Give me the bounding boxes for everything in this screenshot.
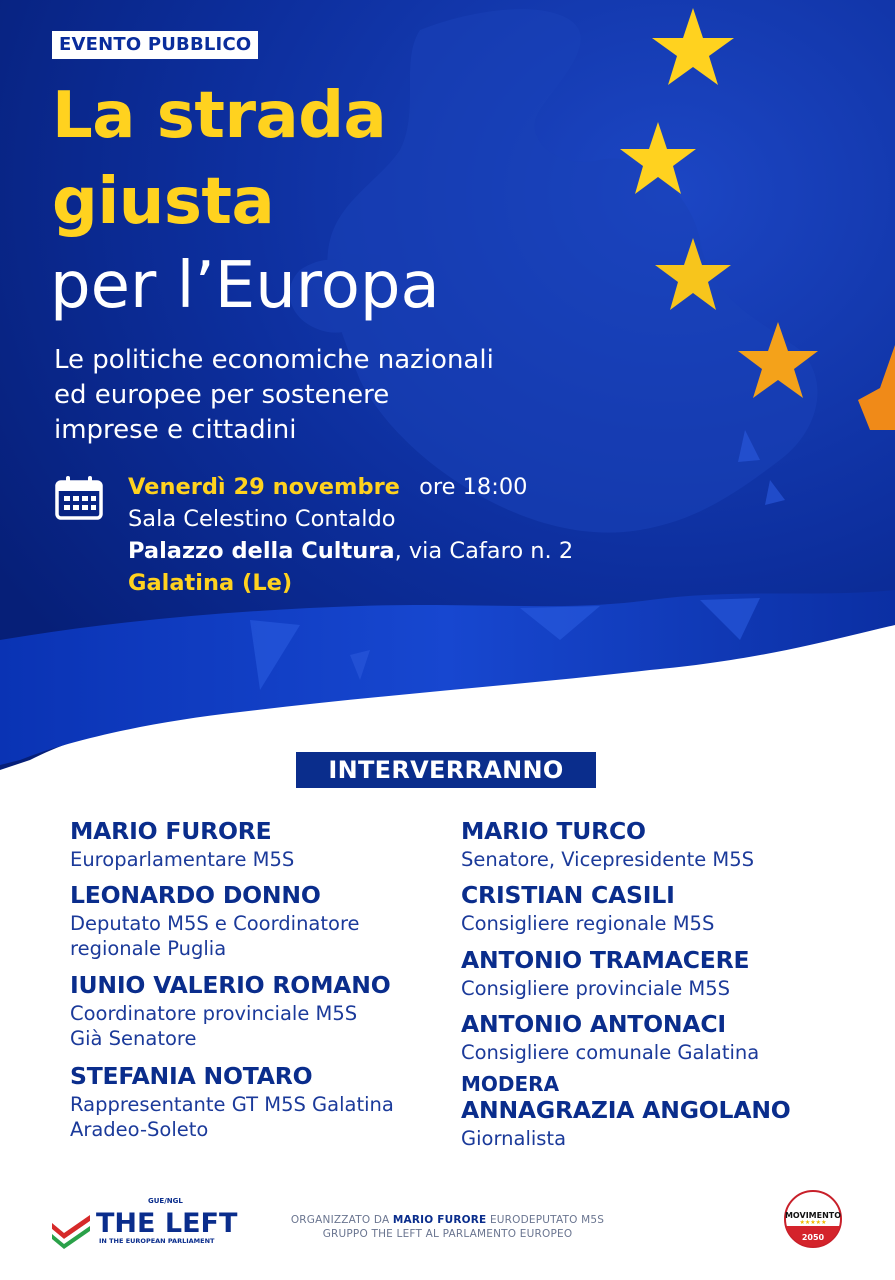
- speaker-role: Consigliere provinciale M5S: [461, 977, 731, 1000]
- event-date: Venerdì 29 novembre: [128, 474, 400, 500]
- svg-text:★★★★★: ★★★★★: [799, 1219, 827, 1226]
- speaker-name: CRISTIAN CASILI: [461, 881, 675, 909]
- speaker-name: MARIO FURORE: [70, 817, 272, 845]
- speaker-name: LEONARDO DONNO: [70, 881, 321, 909]
- event-address: , via Cafaro n. 2: [394, 538, 574, 564]
- speaker-name: IUNIO VALERIO ROMANO: [70, 971, 391, 999]
- speaker-name: STEFANIA NOTARO: [70, 1062, 313, 1090]
- speaker-name: ANTONIO TRAMACERE: [461, 946, 750, 974]
- the-left-small-bottom: IN THE EUROPEAN PARLIAMENT: [99, 1237, 215, 1245]
- the-left-logo: [50, 1193, 250, 1249]
- speaker-name: ANTONIO ANTONACI: [461, 1010, 726, 1038]
- m5s-logo-text: MOVIMENTO: [784, 1211, 842, 1220]
- the-left-small-top: GUE/NGL: [148, 1197, 183, 1205]
- moderator-label: MODERA: [461, 1072, 560, 1096]
- event-type-tag: EVENTO PUBBLICO: [52, 31, 258, 59]
- event-room: Sala Celestino Contaldo: [128, 506, 396, 532]
- m5s-logo: [784, 1188, 842, 1250]
- event-date-line: [128, 472, 527, 502]
- m5s-logo-year: 2050: [801, 1233, 825, 1242]
- organizer-credit: [270, 1213, 625, 1241]
- subtitle: [54, 343, 614, 448]
- event-city: Galatina (Le): [128, 570, 293, 596]
- the-left-main: THE LEFT: [96, 1208, 238, 1239]
- speaker-role: Consigliere regionale M5S: [461, 912, 715, 935]
- subtitle-line: Le politiche economiche nazionali: [54, 345, 494, 375]
- event-time: ore 18:00: [419, 474, 528, 500]
- speaker-role: Consigliere comunale Galatina: [461, 1041, 760, 1064]
- page-title-line2: giusta: [52, 165, 275, 239]
- organizer-line1: ORGANIZZATO DA MARIO FURORE EURODEPUTATO M5S: [290, 1214, 605, 1226]
- page-title-line1: La strada: [52, 79, 387, 153]
- calendar-icon: [55, 476, 103, 520]
- event-venue: Palazzo della Cultura: [128, 538, 395, 564]
- speaker-role: Rappresentante GT M5S Galatina Aradeo-Soleto: [70, 1093, 394, 1141]
- speakers-heading: INTERVERRANNO: [296, 752, 596, 788]
- moderator-role: Giornalista: [461, 1127, 567, 1150]
- speaker-role: Coordinatore provinciale M5S Già Senatore: [70, 1002, 358, 1050]
- page-title-line3: per l’Europa: [50, 249, 440, 323]
- moderator-name: ANNAGRAZIA ANGOLANO: [461, 1096, 791, 1124]
- speaker-role: Europarlamentare M5S: [70, 848, 295, 871]
- subtitle-line: ed europee per sostenere: [54, 380, 390, 410]
- speaker-role: Senatore, Vicepresidente M5S: [461, 848, 755, 871]
- event-venue-line: [128, 536, 573, 566]
- speaker-role: Deputato M5S e Coordinatore regionale Puglia: [70, 912, 360, 960]
- subtitle-line: imprese e cittadini: [54, 415, 297, 445]
- organizer-line2: GRUPPO THE LEFT AL PARLAMENTO EUROPEO: [322, 1228, 573, 1240]
- speaker-name: MARIO TURCO: [461, 817, 646, 845]
